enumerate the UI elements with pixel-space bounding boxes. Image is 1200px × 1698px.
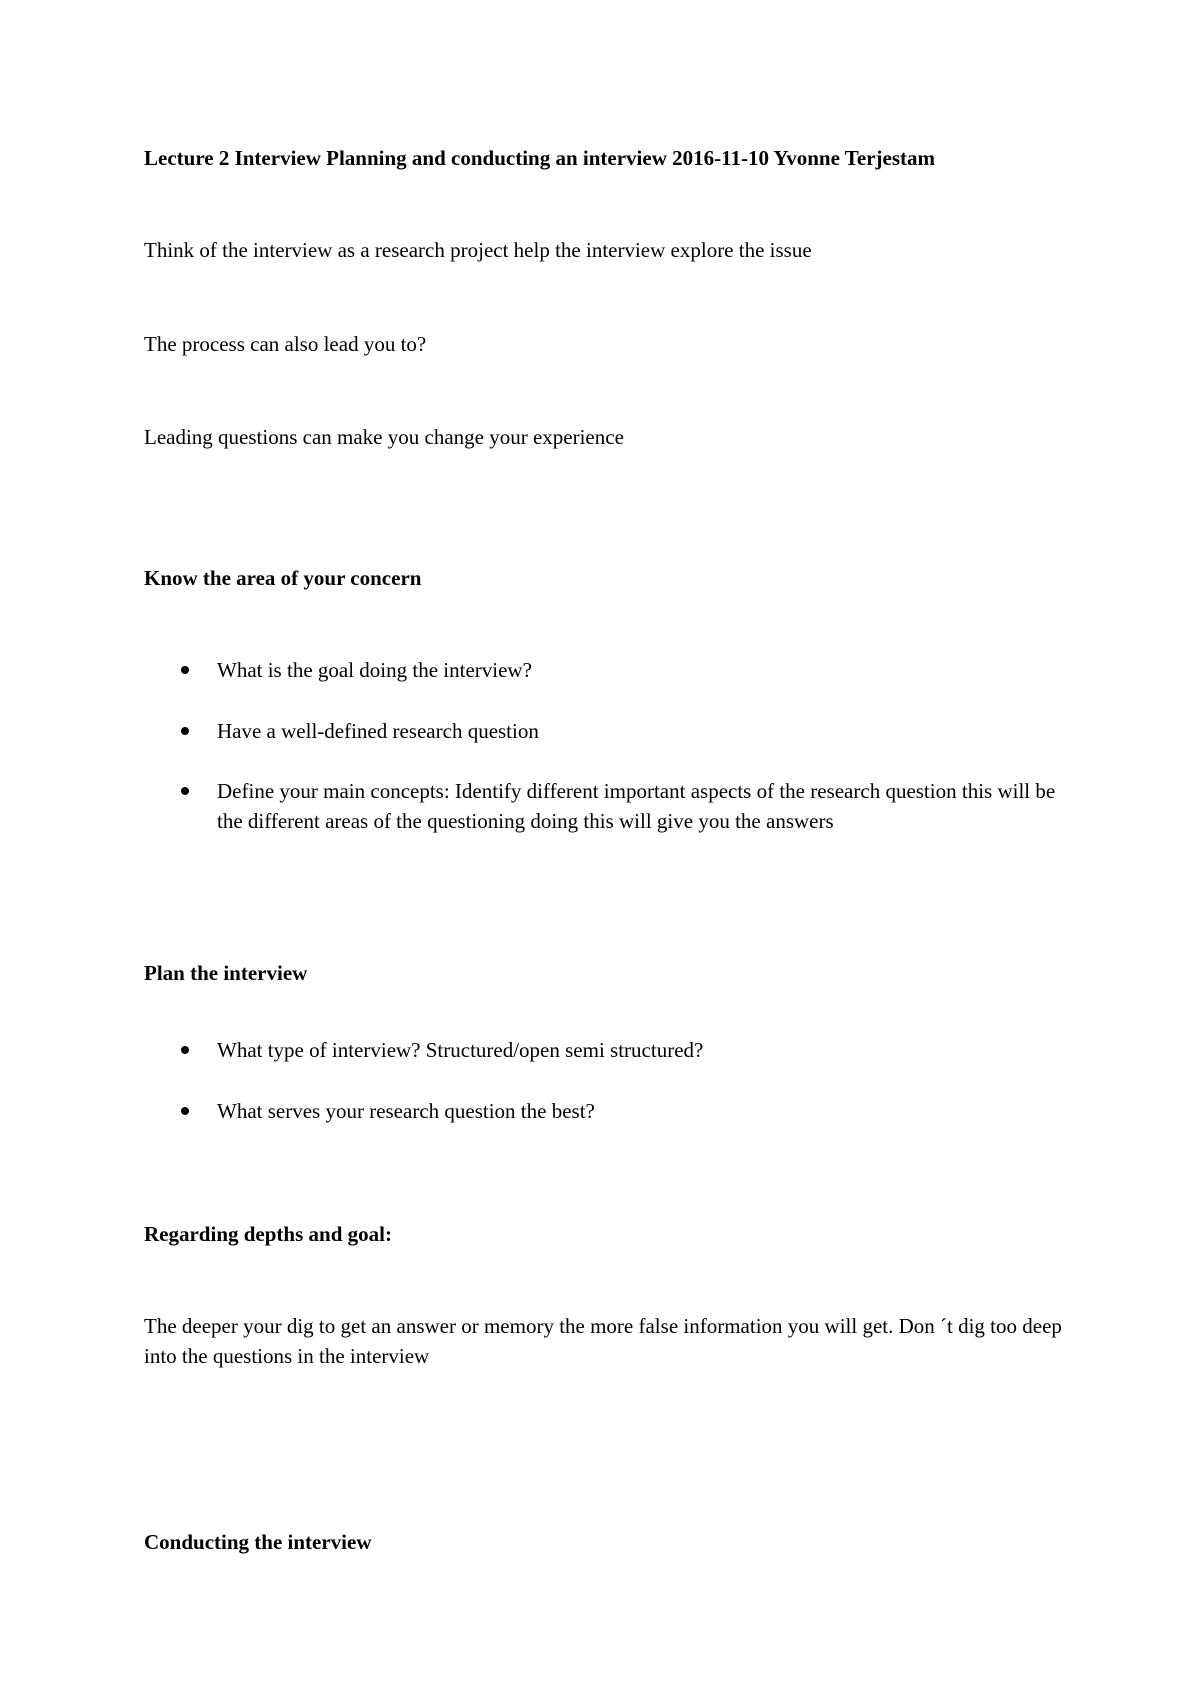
bullet-icon [181,727,189,735]
list-item-text: What is the goal doing the interview? [217,658,532,682]
bullet-icon [181,1107,189,1115]
intro-paragraph-2: The process can also lead you to? [144,332,427,356]
list-item-text: Have a well-defined research question [217,719,539,743]
intro-paragraph-1: Think of the interview as a research project help the interview explore the issue [144,238,812,262]
section-heading-plan: Plan the interview [144,961,308,985]
depths-paragraph: The deeper your dig to get an answer or memory the more false information you will get. Don ´t dig too deep into the questions in the interview [144,1314,1062,1368]
list-item-text: What type of interview? Structured/open semi structured? [217,1038,704,1062]
list-item-text: What serves your research question the best? [217,1099,595,1123]
section-heading-conducting: Conducting the interview [144,1530,372,1554]
document-title: Lecture 2 Interview Planning and conducting an interview 2016-11-10 Yvonne Terjestam [144,146,935,170]
list-item-text: Define your main concepts: Identify different important aspects of the research question this will be the different areas of the questioning doing this will give you the answers [217,779,1056,833]
section-heading-know-area: Know the area of your concern [144,566,422,590]
bullet-icon [181,787,189,795]
bullet-icon [181,1046,189,1054]
bullet-icon [181,666,189,674]
section-heading-depths: Regarding depths and goal: [144,1222,392,1246]
intro-paragraph-3: Leading questions can make you change your experience [144,425,624,449]
